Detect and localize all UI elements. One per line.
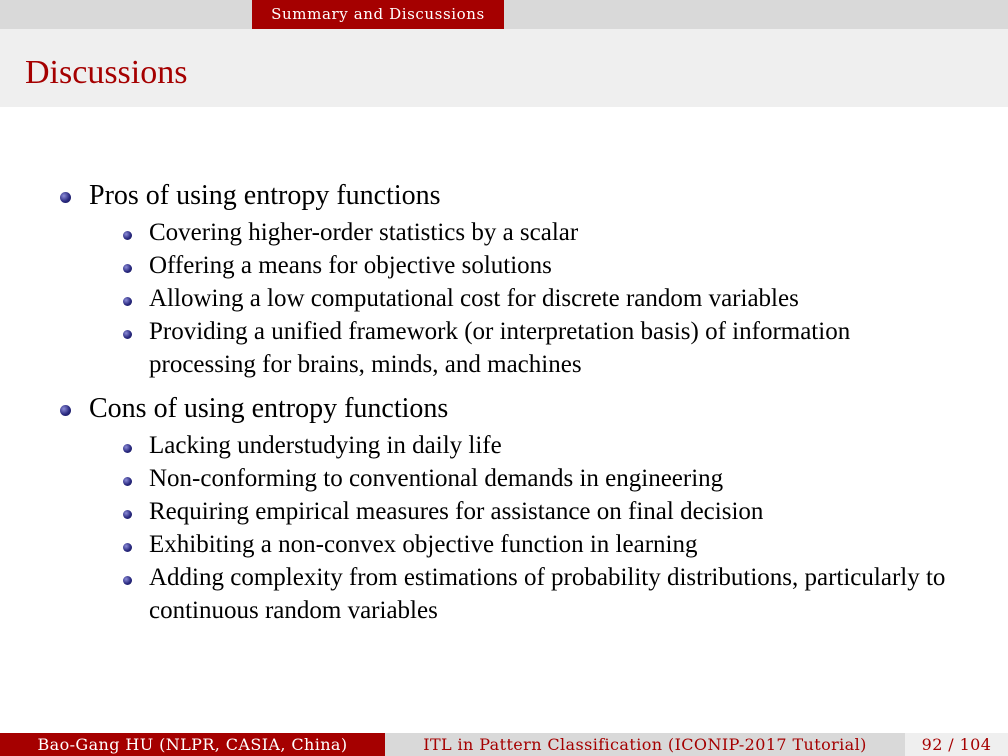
cons-heading-text: Cons of using entropy functions	[89, 393, 449, 424]
cons-heading	[0, 389, 1008, 429]
pros-heading-text: Pros of using entropy functions	[89, 180, 441, 211]
footer-author: Bao-Gang HU (NLPR, CASIA, China)	[0, 733, 385, 756]
list-item: Lacking understudying in daily life	[0, 429, 1008, 462]
bullet-icon	[123, 444, 132, 453]
bullet-icon	[123, 576, 132, 585]
bullet-icon	[123, 231, 132, 240]
list-item: Adding complexity from estimations of probability distributions, particularly to continuous random variables	[0, 561, 1008, 627]
list-item: Requiring empirical measures for assistance on final decision	[0, 495, 1008, 528]
footer-bar	[0, 733, 1008, 756]
section-tab-previous	[0, 0, 252, 29]
slide-title: Discussions	[25, 54, 188, 91]
bullet-icon	[123, 264, 132, 273]
footer-page-number: 92 / 104	[905, 733, 1008, 756]
bullet-icon	[123, 543, 132, 552]
cons-list	[0, 429, 1008, 627]
list-item: Non-conforming to conventional demands in engineering	[0, 462, 1008, 495]
bullet-icon	[60, 192, 71, 203]
list-item: Providing a unified framework (or interpretation basis) of information processing for brains, minds, and machines	[0, 315, 1008, 381]
bullet-icon	[60, 405, 71, 416]
bullet-icon	[123, 330, 132, 339]
footer-talk-title: ITL in Pattern Classification (ICONIP-2017 Tutorial)	[385, 733, 905, 756]
slide-content	[0, 176, 1008, 627]
bullet-icon	[123, 297, 132, 306]
top-navigation-bar	[0, 0, 1008, 29]
bullet-icon	[123, 510, 132, 519]
pros-list	[0, 216, 1008, 381]
list-item: Allowing a low computational cost for discrete random variables	[0, 282, 1008, 315]
section-tab-current[interactable]: Summary and Discussions	[252, 0, 504, 29]
bullet-icon	[123, 477, 132, 486]
list-item: Offering a means for objective solutions	[0, 249, 1008, 282]
list-item: Covering higher-order statistics by a scalar	[0, 216, 1008, 249]
list-item: Exhibiting a non-convex objective function in learning	[0, 528, 1008, 561]
section-tab-next	[504, 0, 1008, 29]
title-bar	[0, 29, 1008, 107]
pros-heading	[0, 176, 1008, 216]
